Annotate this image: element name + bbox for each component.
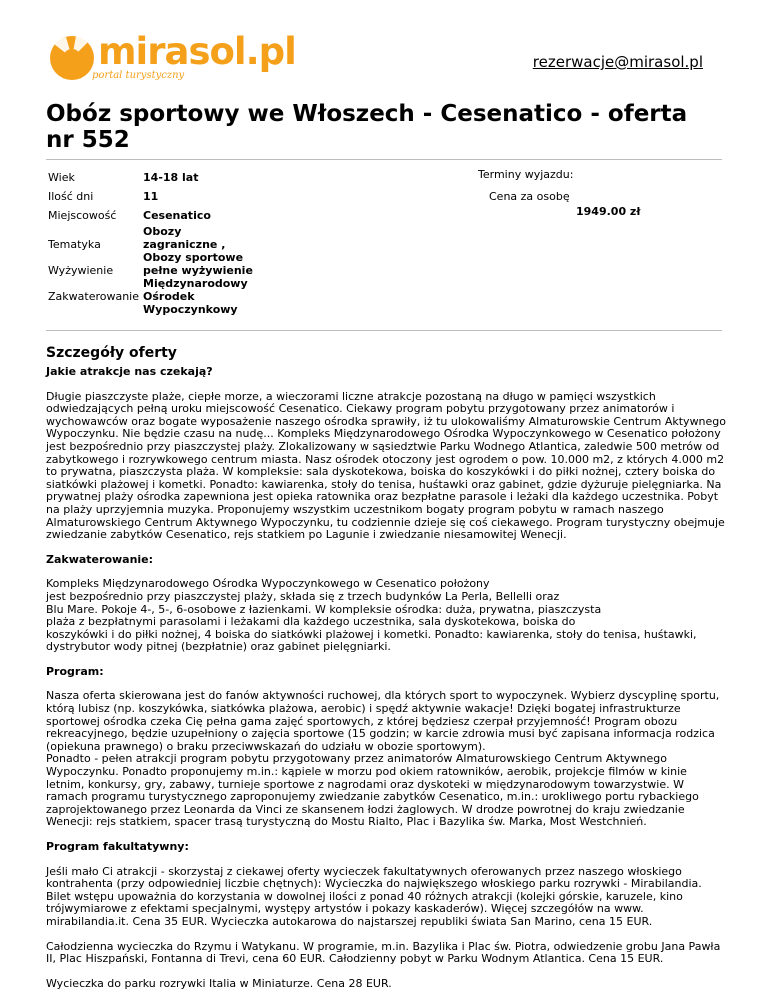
detail-value: Cesenatico (143, 209, 211, 222)
section-heading: Program fakultatywny: (46, 840, 189, 853)
section-heading: Program: (46, 664, 104, 678)
detail-label: Tematyka (48, 238, 101, 251)
detail-row-location (46, 206, 255, 225)
logo-tagline: portal turystyczny (92, 70, 185, 81)
detail-row-age (46, 168, 255, 187)
email-link[interactable]: rezerwacje@mirasol.pl (532, 53, 703, 71)
divider-top (46, 159, 722, 160)
section-heading: Zakwaterowanie: (46, 552, 154, 566)
offer-content (46, 366, 726, 990)
detail-value: Międzynarodowy Ośrodek Wypoczynkowy (143, 277, 248, 316)
detail-value: Obozy zagraniczne , Obozy sportowe (143, 225, 244, 264)
section-paragraph: Wycieczka do parku rozrywki Italia w Miniaturze. Cena 28 EUR. (46, 976, 392, 990)
offer-details-table (46, 168, 255, 316)
detail-row-accommodation (46, 277, 255, 316)
departure-terms-label: Terminy wyjazdu: (478, 168, 574, 181)
section-paragraph: Całodzienna wycieczka do Rzymu i Watykanu. W programie, m.in. Bazylika i Plac św. Piotra, odwiedzenie grobu Jana Pawła II, Plac Hiszpański, Fontanna di Trevi, cena 60 EUR. Całodzienny pobyt w Parku Wodnym Atlantica. Cena 15 EUR. (46, 939, 721, 966)
section-paragraph: Długie piaszczyste plaże, ciepłe morze, a wieczorami liczne atrakcje pozostaną na długo w pamięci wszystkich odwiedzających pełną uroku miejscowość Cesenatico. Ciekawy program pobytu przygotowany przez animatorów i wychowawców oraz bogate wyposażenie naszego ośrodka sprawiły, iż tu ulokowaliśmy Almaturowskie Centrum Aktywnego Wypoczynku. Nie będzie czasu na nudę... Kompleks Międzynarodowego Ośrodka Wypoczynkowego w Cesenatico położony jest bezpośrednio przy piaszczystej plaży. Zlokalizowany w sąsiedztwie Parku Wodnego Atlantica, zaledwie 500 metrów od zabytkowego i rozrywkowego centrum miasta. Nasz ośrodek otoczony jest ogrodem o pow. 10.000 m2, z których 4.000 m2 to prywatna, piaszczysta plaża. W kompleksie: sala dyskotekowa, boiska do koszykówki i do piłki nożnej, cztery boiska do siatkówki plażowej i kometki. Ponadto: kawiarenka, stoły do tenisa, huśtawki oraz gabinet, gdzie dyżuruje pielęgniarka. Na prywatnej plaży ośrodka zapewniona jest opieka ratownika oraz bezpłatne parasole i leżaki dla każdego uczestnika. Pobyt na plaży uprzyjemnia muzyka. Proponujemy wszystkim uczestnikom bogaty program pobytu w ramach naszego Almaturowskiego Centrum Aktywnego Wypoczynku, tu codziennie dzieje się coś ciekawego. Program turystyczny obejmuje zwiedzanie zabytków Cesenatico, rejs statkiem po Lagunie i zwiedzanie niesamowitej Wenecji. (46, 389, 727, 542)
page-title: Obóz sportowy we Włoszech - Cesenatico - oferta nr 552 (46, 101, 688, 153)
detail-label: Zakwaterowanie (48, 290, 140, 303)
site-logo[interactable] (46, 30, 296, 86)
detail-label: Miejscowość (48, 209, 117, 222)
detail-row-days (46, 187, 255, 206)
detail-row-board (46, 264, 255, 277)
logo-text: mirasol.pl (98, 30, 296, 73)
section-paragraph: Kompleks Międzynarodowego Ośrodka Wypoczynkowego w Cesenatico położony jest bezpośrednio przy piaszczystej plaży, składa się z trzech budynków La Perla, Bellelli oraz Blu Mare. Pokoje 4-, 5-, 6-osobowe z łazienkami. W kompleksie ośrodka: duża, prywatna, piaszczysta plaża z bezpłatnymi parasolami i leżakami dla każdego uczestnika, sala dyskotekowa, boiska do koszykówki i do piłki nożnej, 4 boiska do siatkówki plażowej i kometki. Ponadto: kawiarenka, stoły do tenisa, huśtawki, dystrybutor wody pitnej (bezpłatnie) oraz gabinet pielęgniarki. (46, 577, 697, 654)
detail-label: Wiek (48, 171, 75, 184)
detail-value: pełne wyżywienie (143, 264, 253, 277)
price-label: Cena za osobę (489, 190, 570, 203)
section-title: Szczegóły oferty (46, 345, 177, 361)
sun-icon (46, 32, 98, 84)
section-heading: Jakie atrakcje nas czekają? (46, 365, 213, 378)
detail-value: 14-18 lat (143, 171, 199, 184)
detail-label: Ilość dni (48, 190, 94, 203)
section-paragraph: Jeśli mało Ci atrakcji - skorzystaj z ciekawej oferty wycieczek fakultatywnych oferowanych przez naszego włoskiego kontrahenta (przy odpowiedniej liczbie chętnych): Wycieczka do największego włoskiego parku rozrywki - Mirabilandia. Bilet wstępu upoważnia do korzystania w dowolnej ilości z ponad 40 różnych atrakcji (kolejki górskie, karuzele, kino trójwymiarowe z efektami specjalnymi, występy artystów i pokazy kaskaderów). Więcej szczegółów na www. mirabilandia.it. Cena 35 EUR. Wycieczka autokarowa do najstarszej republiki świata San Marino, cena 15 EUR. (46, 864, 702, 928)
divider-middle (46, 330, 722, 331)
section-paragraph: Nasza oferta skierowana jest do fanów aktywności ruchowej, dla których sport to wypoczynek. Wybierz dyscyplinę sportu, którą lubisz (np. koszykówka, siatkówka plażowa, aerobic) i spędź aktywnie wakacje! Dzięki bogatej infrastrukturze sportowej ośrodka czeka Cię pełna gama zajęć sportowych, z której będziesz czerpał przyjemność! Program obozu rekreacyjnego, będzie uzupełniony o zajęcia sportowe (15 godzin; w karcie zdrowia musi być zapisana informacja rodzica (opiekuna prawnego) o braku przeciwwskazań do udziału w obozie sportowym). Ponadto - pełen atrakcji program pobytu przygotowany przez animatorów Almaturowskiego Centrum Aktywnego Wypoczynku. Ponadto proponujemy m.in.: kąpiele w morzu pod okiem ratowników, aerobik, projekcje filmów w kinie letnim, konkursy, gry, zabawy, turnieje sportowe z nagrodami oraz dyskoteki w międzynarodowym towarzystwie. W ramach programu turystycznego zaproponujemy zwiedzanie zabytków Cesenatico, m.in.: urokliwego portu rybackiego zaprojektowanego przez Leonarda da Vinci ze skansenem łodzi żaglowych. W drodze powrotnej do kraju zwiedzanie Wenecji: rejs statkiem, spacer trasą turystyczną do Mostu Rialto, Plac i Bazylika św. Marka, Most Westchnień. (46, 689, 720, 829)
detail-row-theme (46, 225, 255, 264)
price-value: 1949.00 zł (576, 205, 641, 218)
detail-label: Wyżywienie (48, 264, 114, 277)
detail-value: 11 (143, 190, 159, 203)
